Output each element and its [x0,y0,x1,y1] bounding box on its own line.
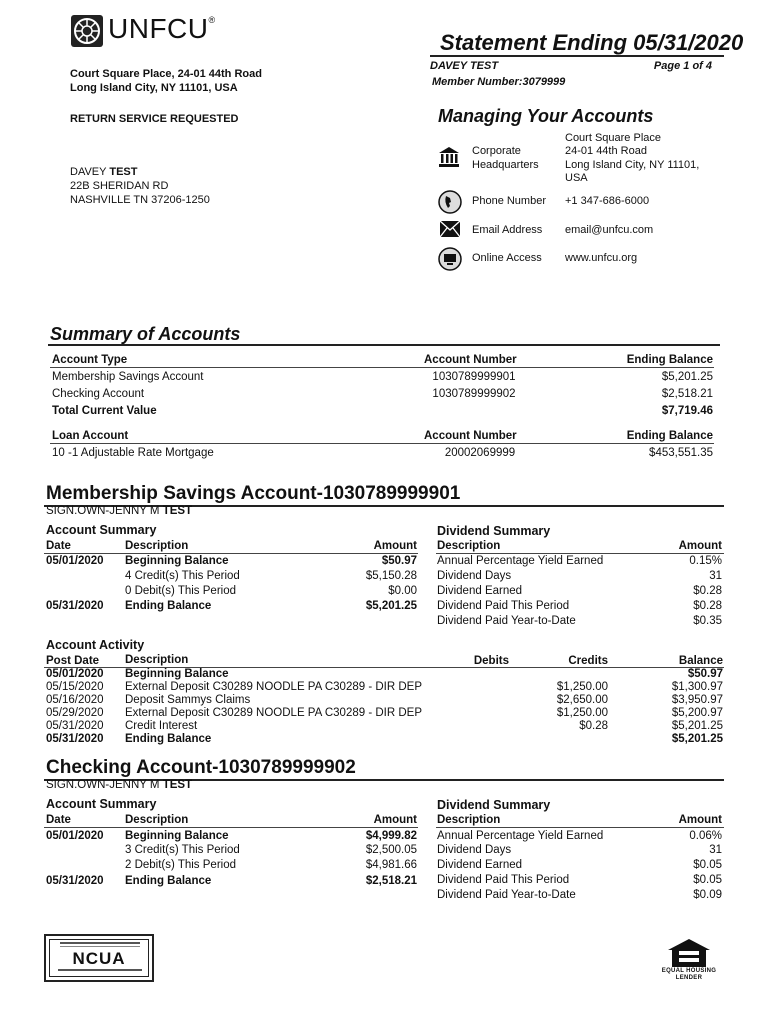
hq-address-4: USA [565,172,588,184]
savings-dividend-desc: Dividend Paid This Period [437,600,570,612]
recipient-name: DAVEY TEST [70,166,138,178]
summary-row-number: 1030789999901 [432,371,516,383]
activity-balance: $3,950.97 [671,694,723,706]
activity-balance: $1,300.97 [671,681,723,693]
checking-summary-header-amount: Amount [373,814,417,826]
savings-summary-desc: Beginning Balance [125,555,229,567]
loan-header-balance: Ending Balance [626,430,713,442]
activity-header-credits: Credits [568,655,608,667]
activity-header-date: Post Date [46,655,100,667]
hq-address-3: Long Island City, NY 11101, [565,159,700,171]
title-rule [430,55,724,57]
savings-dividend-amount: 31 [709,570,722,582]
checking-summary-desc: Beginning Balance [125,830,229,842]
savings-activity-title: Account Activity [46,638,145,652]
return-address-line2: Long Island City, NY 11101, USA [70,82,238,94]
savings-dividend-amount: $0.28 [693,600,722,612]
checking-summary-amount: $4,981.66 [365,859,417,871]
activity-desc: Credit Interest [125,720,198,732]
savings-dividend-amount: $0.35 [693,615,722,627]
member-number: Member Number:3079999 [432,76,566,88]
savings-summary-amount: $5,150.28 [365,570,417,582]
savings-dividend-amount: 0.15% [689,555,722,567]
loan-header-rule [50,443,714,444]
return-address-line1: Court Square Place, 24-01 44th Road [70,68,262,80]
savings-signer: SIGN.OWN-JENNY M TEST [46,505,193,517]
savings-summary-amount: $0.00 [388,585,417,597]
loan-row-type: 10 -1 Adjustable Rate Mortgage [52,447,214,459]
activity-date: 05/31/2020 [46,733,104,745]
online-value[interactable]: www.unfcu.org [565,252,638,264]
savings-dividend-desc: Dividend Paid Year-to-Date [437,615,576,627]
savings-dividend-header-amount: Amount [678,540,722,552]
page-number: Page 1 of 4 [653,60,712,72]
unfcu-logo-icon [70,14,104,48]
savings-summary-amount: $5,201.25 [365,600,417,612]
recipient-street: 22B SHERIDAN RD [70,180,169,192]
loan-header-number: Account Number [424,430,517,442]
checking-dividend-amount: 31 [709,844,722,856]
checking-dividend-amount: $0.05 [693,874,722,886]
phone-value[interactable]: +1 347-686-6000 [565,195,650,207]
summary-row-balance: $5,201.25 [661,371,713,383]
savings-summary-header-desc: Description [125,540,189,552]
checking-dividend-desc: Annual Percentage Yield Earned [437,830,604,842]
savings-summary-date: 05/01/2020 [46,555,104,567]
email-value[interactable]: email@unfcu.com [565,224,654,236]
checking-summary-rule [44,827,418,828]
summary-row-type: Checking Account [52,388,145,400]
loan-row-number: 20002069999 [444,447,516,459]
managing-title: Managing Your Accounts [438,106,654,126]
savings-summary-desc: Ending Balance [125,600,212,612]
savings-summary-desc: 0 Debit(s) This Period [125,585,236,597]
checking-summary-desc: 3 Credit(s) This Period [125,844,240,856]
savings-acct-summary-title: Account Summary [46,523,157,537]
hq-label-1: Corporate [472,145,521,157]
checking-dividend-desc: Dividend Paid This Period [437,874,570,886]
total-label: Total Current Value [52,405,157,417]
savings-summary-header-amount: Amount [373,540,417,552]
checking-dividend-amount: $0.09 [693,889,722,901]
bank-icon [438,146,460,168]
activity-desc: Beginning Balance [125,668,229,680]
checking-title: Checking Account-1030789999902 [46,757,356,778]
hq-address-2: 24-01 44th Road [565,145,647,157]
activity-credit: $1,250.00 [556,707,608,719]
hq-label-2: Headquarters [472,159,539,171]
activity-date: 05/29/2020 [46,707,104,719]
ncua-text: NCUA [72,949,126,968]
summary-header-number: Account Number [424,354,517,366]
checking-summary-amount: $4,999.82 [365,830,417,842]
savings-summary-date: 05/31/2020 [46,600,104,612]
activity-balance: $5,201.25 [671,720,723,732]
recipient-city: NASHVILLE TN 37206-1250 [70,194,210,206]
checking-summary-date: 05/31/2020 [46,875,104,887]
checking-summary-amount: $2,500.05 [365,844,417,856]
activity-desc: Ending Balance [125,733,212,745]
savings-dividend-title: Dividend Summary [437,524,551,538]
return-service-notice: RETURN SERVICE REQUESTED [70,113,239,125]
checking-dividend-rule [436,827,724,828]
phone-label: Phone Number [472,195,546,207]
ncua-badge [44,934,154,982]
member-name: DAVEY TEST [430,60,499,72]
checking-dividend-amount: $0.05 [693,859,722,871]
checking-summary-header-date: Date [46,814,71,826]
summary-rule [48,344,720,346]
checking-dividend-desc: Dividend Paid Year-to-Date [437,889,576,901]
checking-summary-date: 05/01/2020 [46,830,104,842]
activity-date: 05/01/2020 [46,668,104,680]
email-icon [439,220,461,238]
checking-dividend-header-amount: Amount [678,814,722,826]
summary-header-rule [50,367,714,368]
logo-text: UNFCU® [108,13,216,44]
summary-row-balance: $2,518.21 [661,388,713,400]
loan-row-balance: $453,551.35 [649,447,713,459]
checking-acct-summary-title: Account Summary [46,797,157,811]
loan-header-type: Loan Account [52,430,129,442]
savings-dividend-desc: Annual Percentage Yield Earned [437,555,604,567]
online-label: Online Access [472,252,542,264]
checking-summary-desc: 2 Debit(s) This Period [125,859,236,871]
activity-balance: $50.97 [687,668,723,680]
checking-summary-desc: Ending Balance [125,875,212,887]
summary-row-number: 1030789999902 [432,388,516,400]
activity-header-balance: Balance [678,655,723,667]
checking-dividend-header-desc: Description [437,814,501,826]
checking-dividend-title: Dividend Summary [437,798,551,812]
activity-desc: Deposit Sammys Claims [125,694,251,706]
equal-housing-icon [666,938,712,968]
activity-desc: External Deposit C30289 NOODLE PA C30289 - DIR DEP [125,681,423,693]
total-value: $7,719.46 [661,405,713,417]
activity-header-desc: Description [125,654,189,666]
activity-balance: $5,200.97 [671,707,723,719]
checking-dividend-desc: Dividend Days [437,844,512,856]
savings-title: Membership Savings Account-1030789999901 [46,483,461,504]
statement-title: Statement Ending 05/31/2020 [440,30,744,55]
activity-date: 05/31/2020 [46,720,104,732]
savings-summary-desc: 4 Credit(s) This Period [125,570,240,582]
activity-balance: $5,201.25 [671,733,723,745]
activity-desc: External Deposit C30289 NOODLE PA C30289 - DIR DEP [125,707,423,719]
activity-date: 05/15/2020 [46,681,104,693]
checking-dividend-desc: Dividend Earned [437,859,523,871]
savings-dividend-header-desc: Description [437,540,501,552]
summary-title: Summary of Accounts [50,324,241,344]
savings-dividend-amount: $0.28 [693,585,722,597]
summary-header-balance: Ending Balance [626,354,713,366]
activity-header-debits: Debits [473,655,509,667]
activity-date: 05/16/2020 [46,694,104,706]
activity-credit: $0.28 [579,720,608,732]
email-label: Email Address [472,224,543,236]
checking-summary-header-desc: Description [125,814,189,826]
equal-housing-text: EQUAL HOUSING LENDER [661,968,717,981]
checking-signer: SIGN.OWN-JENNY M TEST [46,779,193,791]
summary-row-type: Membership Savings Account [52,371,204,383]
savings-summary-amount: $50.97 [381,555,417,567]
summary-header-type: Account Type [52,354,128,366]
checking-summary-amount: $2,518.21 [365,875,417,887]
computer-icon [438,247,462,271]
hq-address-1: Court Square Place [565,132,661,144]
savings-dividend-desc: Dividend Earned [437,585,523,597]
savings-dividend-desc: Dividend Days [437,570,512,582]
phone-icon [438,190,462,214]
activity-credit: $1,250.00 [556,681,608,693]
savings-summary-header-date: Date [46,540,71,552]
activity-credit: $2,650.00 [556,694,608,706]
checking-dividend-amount: 0.06% [689,830,722,842]
